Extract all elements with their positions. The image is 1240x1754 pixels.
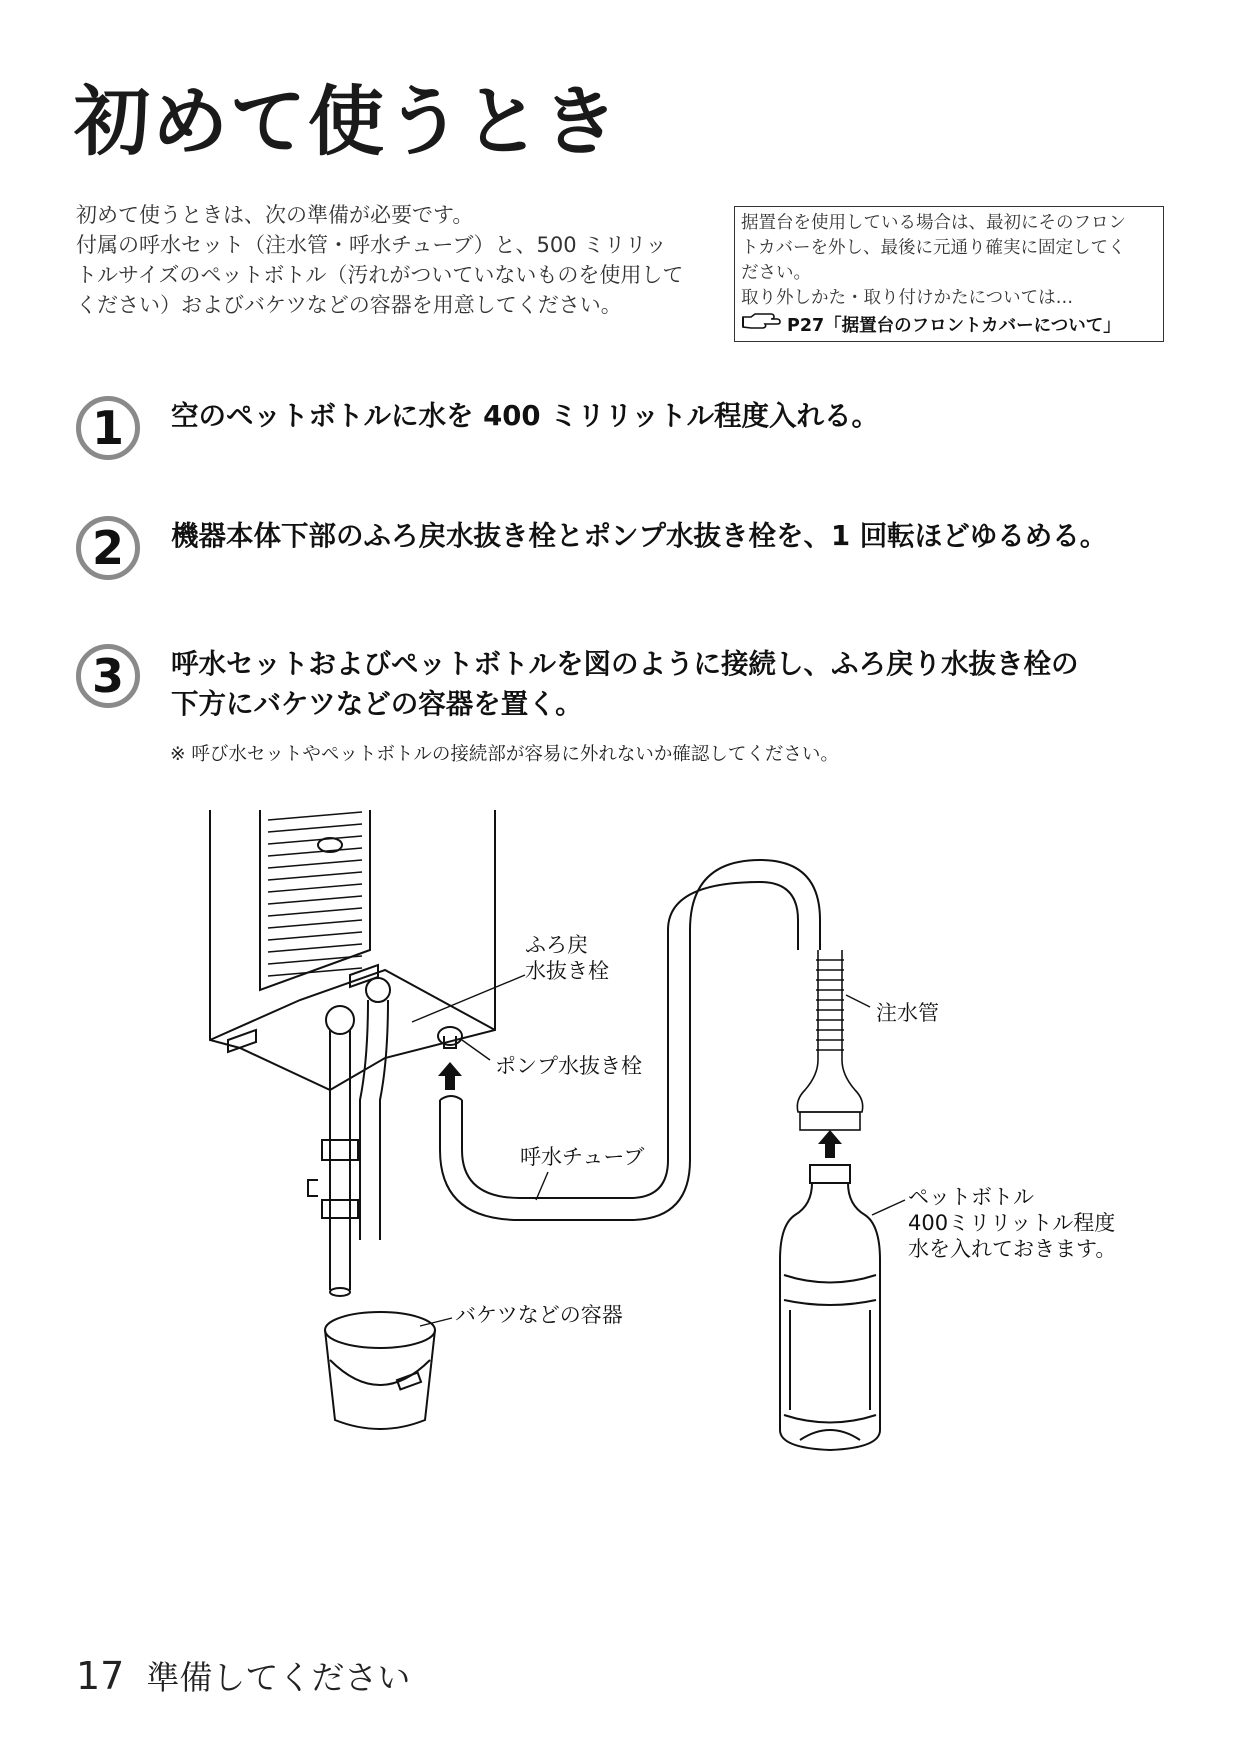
label-pet-bottle [908, 1184, 1116, 1262]
step-number-circle: 1 [76, 396, 140, 460]
label-line: 400ミリリットル程度 [908, 1211, 1116, 1235]
label-bucket: バケツなどの容器 [455, 1303, 623, 1327]
note-line: トカバーを外し、最後に元通り確実に固定してく [741, 238, 1126, 258]
label-line: ふろ戻 [525, 933, 588, 957]
step-text: 呼水セットおよびペットボトルを図のように接続し、ふろ戻り水抜き栓の [171, 648, 1079, 680]
label-line: 水抜き栓 [525, 959, 609, 983]
up-arrow-icon [818, 1130, 842, 1158]
step-text: 機器本体下部のふろ戻水抜き栓とポンプ水抜き栓を、1 回転ほどゆるめる。 [171, 520, 1108, 552]
filler-pipe [797, 950, 862, 1130]
note-reference [741, 311, 1157, 339]
label-furo-drain [525, 932, 609, 984]
setup-diagram [0, 800, 1240, 1480]
page-footer [76, 1652, 410, 1699]
pump-drain-plug [438, 1027, 462, 1048]
up-arrow-icon [438, 1062, 462, 1090]
caution-note: ※ 呼び水セットやペットボトルの接続部が容易に外れないか確認してください。 [170, 744, 839, 765]
drain-pipes [308, 978, 390, 1296]
note-line: 取り外しかた・取り付けかたについては… [741, 288, 1074, 308]
label-filler-pipe: 注水管 [876, 1001, 939, 1025]
bucket [325, 1312, 435, 1429]
intro-line: ください）およびバケツなどの容器を用意してください。 [76, 293, 622, 317]
note-reference-text: P27「据置台のフロントカバーについて」 [787, 316, 1121, 336]
label-pump-drain: ポンプ水抜き栓 [495, 1054, 642, 1078]
section-name: 準備してください [146, 1658, 411, 1697]
step-number-circle: 2 [76, 516, 140, 580]
page-title: 初めて使うとき [74, 77, 620, 166]
step-text: 空のペットボトルに水を 400 ミリリットル程度入れる。 [171, 400, 879, 432]
pet-bottle [780, 1165, 880, 1450]
intro-line: 付属の呼水セット（注水管・呼水チューブ）と、500 ミリリッ [76, 233, 667, 257]
note-line: 据置台を使用している場合は、最初にそのフロン [741, 213, 1126, 233]
page-number: 17 [76, 1654, 125, 1698]
intro-line: 初めて使うときは、次の準備が必要です。 [76, 203, 474, 227]
label-line: ペットボトル [908, 1185, 1034, 1209]
intro-line: トルサイズのペットボトル（汚れがついていないものを使用して [76, 263, 684, 287]
step-text: 下方にバケツなどの容器を置く。 [171, 688, 583, 720]
intro-text [76, 200, 716, 320]
note-box [734, 206, 1164, 342]
step-number-circle: 3 [76, 644, 140, 708]
pointing-hand-icon [741, 311, 787, 337]
label-priming-tube: 呼水チューブ [520, 1145, 645, 1169]
label-line: 水を入れておきます。 [908, 1237, 1117, 1261]
note-line: ださい。 [741, 263, 811, 283]
